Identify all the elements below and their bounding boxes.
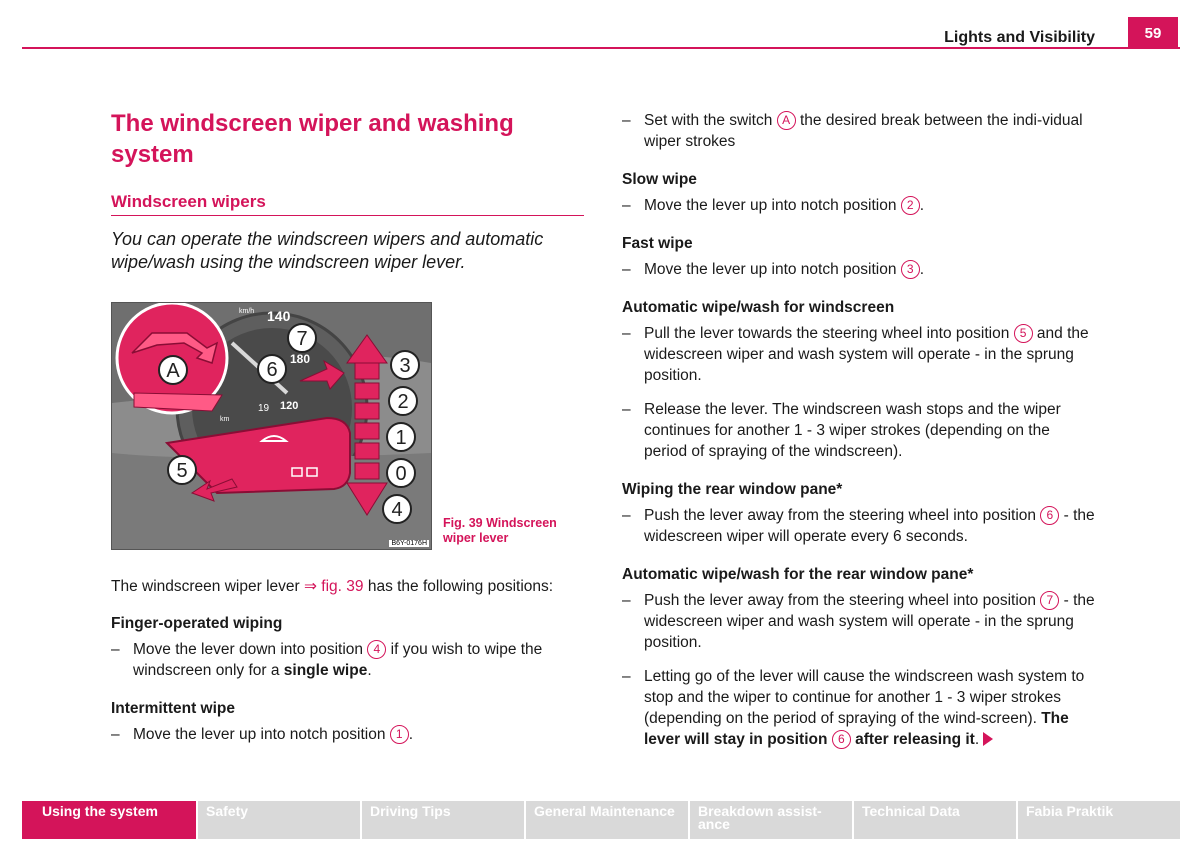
position-badge: 3 [901, 260, 920, 279]
tab-fabia-praktik[interactable]: Fabia Praktik [1018, 801, 1180, 839]
figure-label-1: 1 [395, 427, 407, 449]
gauge-km: km [220, 416, 230, 423]
auto-heading: Automatic wipe/wash for windscreen [622, 299, 895, 316]
section-subtitle: Windscreen wipers [111, 192, 584, 216]
position-badge: 4 [367, 640, 386, 659]
tab-technical-data[interactable]: Technical Data [854, 801, 1016, 839]
tab-safety[interactable]: Safety [198, 801, 360, 839]
header-rule [22, 47, 1180, 49]
tab-using-the-system[interactable]: Using the system [22, 801, 196, 839]
page-title: The windscreen wiper and washing system [111, 110, 514, 168]
rear-auto-item-push: – Push the lever away from the steering wheel into position 7 - the widescreen wiper and wash system will operate - in the sprung position. [622, 592, 1095, 651]
position-badge: 2 [901, 196, 920, 215]
tab-driving-tips[interactable]: Driving Tips [362, 801, 524, 839]
wiper-lever-illustration [112, 303, 431, 549]
figure-label-2: 2 [397, 391, 409, 413]
left-column [111, 108, 584, 274]
figure-link[interactable]: ⇒ fig. 39 [303, 578, 364, 595]
gauge-speed-140: 140 [267, 308, 291, 324]
intermittent-heading: Intermittent wipe [111, 700, 236, 717]
slow-heading: Slow wipe [622, 171, 697, 188]
wiper-lever-figure [111, 302, 432, 550]
rear-auto-item-release: – Letting go of the lever will cause the windscreen wash system to stop and the wiper to continue for another 1 - 3 wiper strokes (depending on the period of spraying of the wind-screen). The lever will stay in position 6 after releasing it. [622, 668, 1085, 748]
auto-item-release: – Release the lever. The windscreen wash stops and the wiper continues for another 1 - 3 wiper strokes (depending on the period of spraying of the windscreen). [622, 401, 1061, 460]
figure-label-3: 3 [399, 355, 411, 377]
rear-auto-heading: Automatic wipe/wash for the rear window pane* [622, 566, 974, 583]
figure-label-a: A [166, 360, 180, 382]
position-badge: A [777, 111, 796, 130]
position-badge: 1 [390, 725, 409, 744]
gauge-speed-120: 120 [280, 400, 299, 412]
position-badge: 6 [832, 730, 851, 749]
figure-label-6: 6 [266, 359, 278, 381]
gauge-unit: km/h [239, 308, 255, 315]
finger-item: – Move the lever down into position 4 if you wish to wipe the windscreen only for a single wipe. [111, 641, 543, 679]
section-title: Lights and Visibility [944, 29, 1095, 46]
figure-label-4: 4 [391, 499, 403, 521]
continue-arrow-icon [983, 732, 993, 746]
figure-code: B6Y-0176H [391, 540, 427, 547]
gauge-odo: 19 [258, 403, 270, 414]
position-badge: 6 [1040, 506, 1059, 525]
figure-label-7: 7 [296, 328, 308, 350]
fast-heading: Fast wipe [622, 235, 693, 252]
positions-intro: The windscreen wiper lever ⇒ fig. 39 has the following positions: [111, 578, 554, 595]
finger-heading: Finger-operated wiping [111, 615, 283, 632]
rear-item: – Push the lever away from the steering wheel into position 6 - the widescreen wiper will operate every 6 seconds. [622, 507, 1095, 545]
rear-heading: Wiping the rear window pane* [622, 481, 843, 498]
figure-label-0: 0 [395, 463, 407, 485]
tab-breakdown-assistance[interactable]: Breakdown assist-ance [690, 801, 852, 839]
fast-item: – Move the lever up into notch position 3 . [622, 261, 925, 278]
tab-general-maintenance[interactable]: General Maintenance [526, 801, 688, 839]
slow-item: – Move the lever up into notch position 2 . [622, 197, 925, 214]
set-switch-item: – Set with the switch A the desired break between the indi-vidual wiper strokes [622, 112, 1083, 150]
auto-item-pull: – Pull the lever towards the steering wheel into position 5 and the widescreen wiper and wash system will operate - in the sprung position. [622, 325, 1089, 384]
position-badge: 5 [1014, 324, 1033, 343]
intermittent-item: – Move the lever up into notch position 1 . [111, 726, 414, 743]
position-badge: 7 [1040, 591, 1059, 610]
figure-label-5: 5 [176, 460, 188, 482]
gauge-speed-180: 180 [290, 352, 311, 366]
footer-nav [22, 801, 1180, 839]
right-column [622, 110, 1097, 750]
intro-text: You can operate the windscreen wipers and automatic wipe/wash using the windscreen wiper lever. [111, 229, 544, 272]
page-number: 59 [1128, 17, 1178, 49]
left-body [111, 576, 591, 745]
figure-caption: Fig. 39 Windscreen wiper lever [443, 516, 557, 545]
